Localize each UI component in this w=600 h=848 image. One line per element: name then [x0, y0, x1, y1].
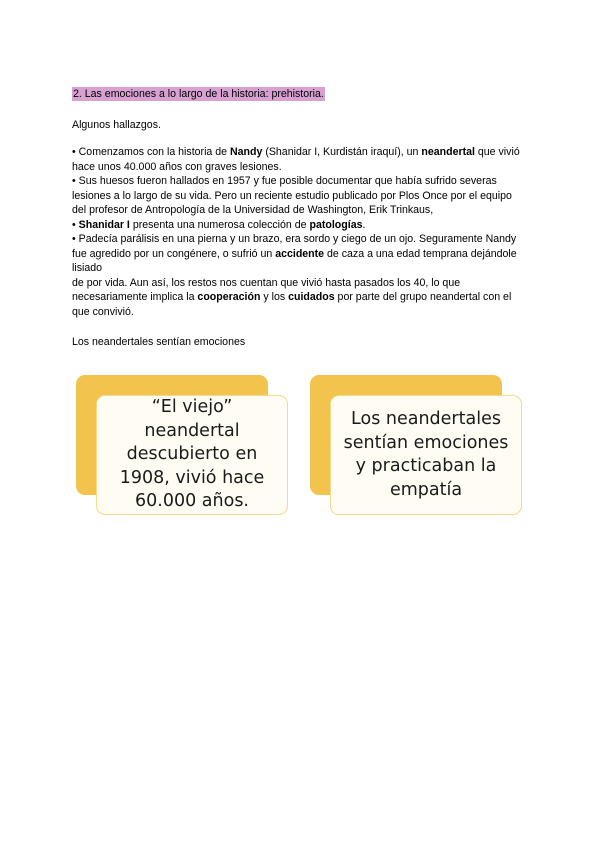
caption-paragraph [72, 335, 528, 350]
section-heading: 2. Las emociones a lo largo de la historia: prehistoria. [73, 88, 324, 100]
intro-text: Algunos hallazgos. [72, 119, 161, 131]
card-front-shape [96, 395, 288, 515]
card-front-shape [330, 395, 522, 515]
bullet-4-continued: de por vida. Aun así, los restos nos cuentan que vivió hasta pasados los 40, lo que necesariamente implica la cooperación y los cuidados por parte del grupo neandertal con el que convivió. [72, 276, 512, 318]
bullet-1: • Comenzamos con la historia de Nandy (Shanidar I, Kurdistán iraquí), un neandertal que vivió hace unos 40.000 años con graves lesiones. [72, 146, 520, 173]
bullet-2: • Sus huesos fueron hallados en 1957 y fue posible documentar que había sufrido severas lesiones a lo largo de su vida. Pero un reciente estudio publicado por Plos Once por el equipo del profesor de Antropología de la Universidad de Washington, Erik Trinkaus, [72, 175, 512, 216]
bullet-3: • Shanidar I presenta una numerosa colección de patologías. [72, 218, 366, 231]
caption-text: Los neandertales sentían emociones [72, 336, 246, 348]
card-text: Los neandertales sentían emociones y practicaban la empatía [343, 409, 509, 500]
card-text: “El viejo” neandertal descubierto en 1908, vivió hace 60.000 años. [119, 397, 265, 512]
intro-paragraph [72, 118, 528, 133]
bullet-4: • Padecía parálisis en una pierna y un brazo, era sordo y ciego de un ojo. Seguramente Nandy fue agredido por un congénere, o sufrió un accidente de caza a una edad temprana dejándole lisiado [72, 233, 517, 274]
body-paragraph [72, 145, 528, 319]
